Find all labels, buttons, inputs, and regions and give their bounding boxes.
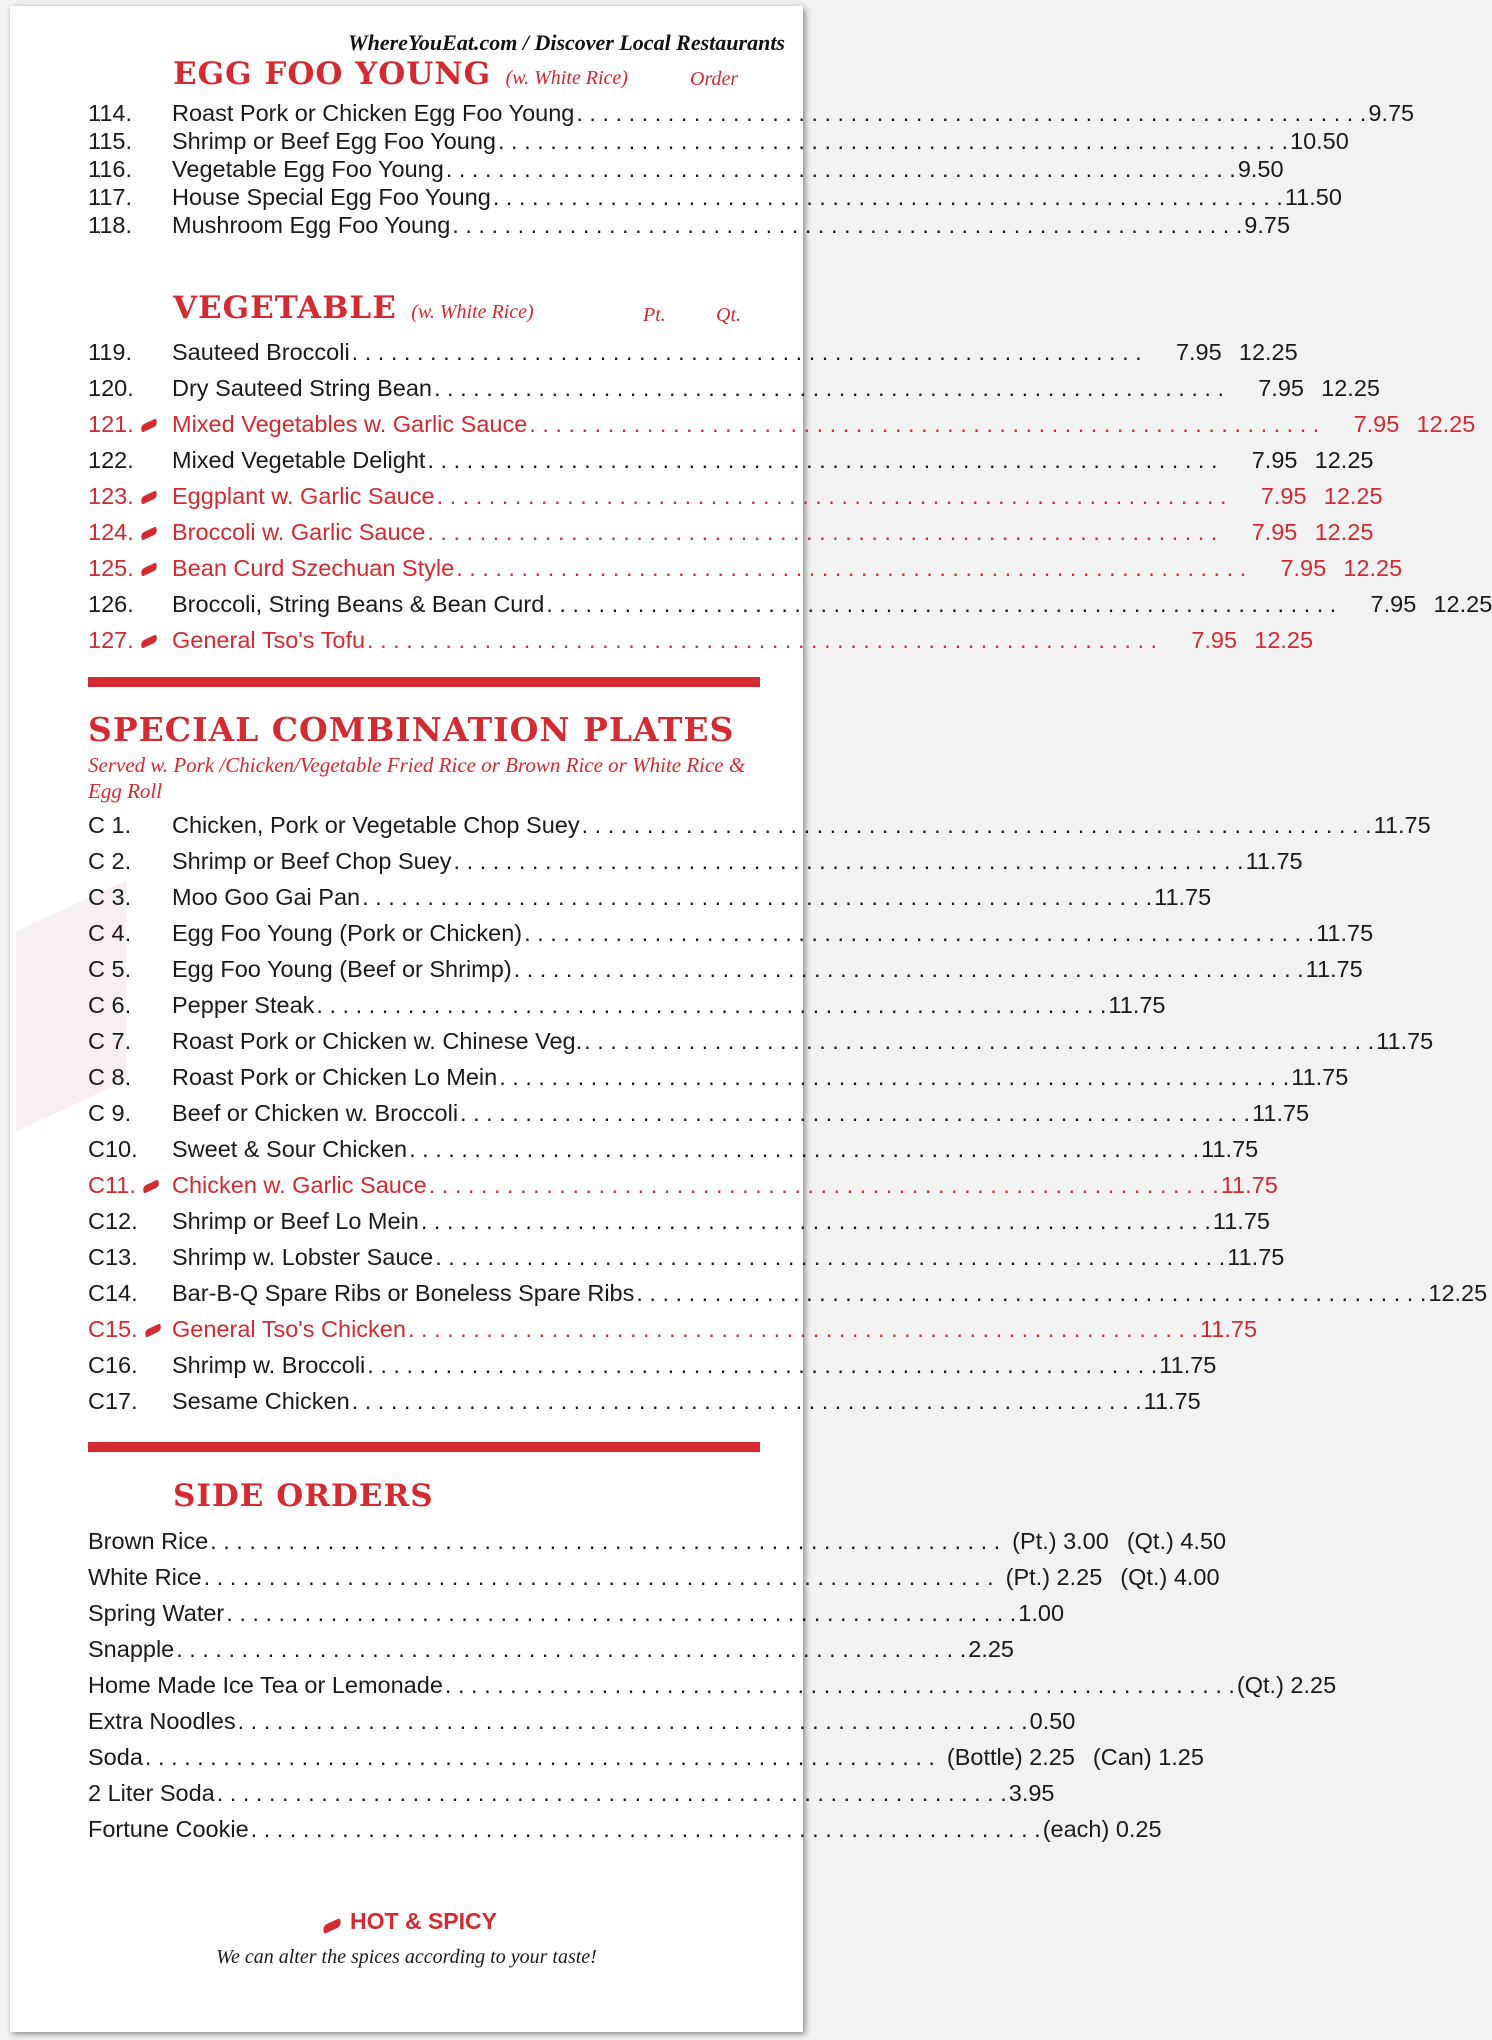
item-number-text: C 3. — [88, 883, 132, 910]
item-price: 9.75 — [1244, 212, 1291, 239]
menu-item-row — [88, 515, 1374, 549]
item-name: Broccoli w. Garlic Sauce — [172, 518, 426, 545]
leader-dots — [367, 627, 1157, 654]
item-price-pint: 7.95 — [1353, 410, 1400, 437]
menu-item-row — [88, 1132, 1259, 1166]
item-name: Brown Rice — [88, 1527, 209, 1554]
item-price-quart: 12.25 — [1416, 410, 1476, 437]
item-name: Beef or Chicken w. Broccoli — [172, 1099, 459, 1126]
pepper-icon — [143, 1323, 162, 1337]
leader-dots — [456, 555, 1246, 582]
item-price: 11.75 — [1159, 1351, 1217, 1378]
item-price: 3.95 — [1008, 1779, 1055, 1806]
item-number-text: 117. — [88, 184, 132, 211]
leader-dots — [576, 100, 1366, 127]
item-price-pint: 7.95 — [1280, 554, 1327, 581]
item-price-pint: 7.95 — [1260, 482, 1307, 509]
item-number — [88, 1208, 172, 1235]
item-name: House Special Egg Foo Young — [172, 184, 491, 211]
vegetable-qt-col: Qt. — [716, 304, 741, 326]
menu-item-row — [88, 1632, 1015, 1666]
item-price-pint: 7.95 — [1251, 518, 1298, 545]
item-number — [88, 591, 172, 618]
item-name: Dry Sauteed String Bean — [172, 374, 432, 401]
item-name: Shrimp w. Broccoli — [172, 1351, 366, 1378]
item-number-text: 114. — [88, 99, 132, 126]
combination-subtitle: Served w. Pork /Chicken/Vegetable Fried Rice or Brown Rice or White Rice & Egg Roll — [88, 753, 746, 803]
item-name: Sauteed Broccoli — [172, 338, 350, 365]
item-number-text: C11. — [88, 1171, 136, 1198]
item-number — [88, 956, 172, 983]
pepper-icon — [139, 562, 158, 576]
item-number — [88, 483, 172, 510]
item-number-text: 124. — [88, 518, 134, 545]
section-divider — [88, 677, 760, 687]
pepper-icon — [139, 634, 158, 648]
leader-dots — [204, 1564, 994, 1591]
item-price: (Qt.) 2.25 — [1236, 1671, 1337, 1698]
leader-dots — [529, 411, 1319, 438]
site-watermark: WhereYouEat.com / Discover Local Restaurants — [348, 30, 785, 55]
item-number-text: C 1. — [88, 811, 132, 838]
item-number — [88, 1244, 172, 1271]
menu-item-row — [88, 1668, 1337, 1702]
pepper-icon — [321, 1918, 343, 1934]
item-name: Home Made Ice Tea or Lemonade — [88, 1671, 443, 1698]
item-name: Sesame Chicken — [172, 1387, 350, 1414]
item-price-pint: 7.95 — [1175, 338, 1222, 365]
leader-dots — [421, 1208, 1211, 1235]
menu-item-row — [88, 880, 1212, 914]
item-price-quart: 12.25 — [1343, 554, 1403, 581]
menu-item-row — [88, 443, 1374, 477]
item-name: Extra Noodles — [88, 1707, 236, 1734]
leader-dots — [176, 1636, 966, 1663]
egg-foo-young-header — [173, 56, 628, 92]
item-number — [88, 1100, 172, 1127]
item-number-text: 120. — [88, 374, 134, 401]
leader-dots — [437, 483, 1227, 510]
menu-item-row — [88, 1812, 1162, 1846]
leader-dots — [499, 1064, 1289, 1091]
item-price-quart: 12.25 — [1433, 590, 1492, 617]
menu-item-row — [88, 407, 1476, 441]
item-name: Pepper Steak — [172, 991, 315, 1018]
pepper-icon — [141, 1179, 160, 1193]
item-name: Egg Foo Young (Beef or Shrimp) — [172, 955, 512, 982]
item-number-text: C 9. — [88, 1099, 132, 1126]
menu-item-row — [88, 1312, 1258, 1346]
item-price: (Qt.) 4.50 — [1126, 1527, 1227, 1554]
leader-dots — [445, 1672, 1235, 1699]
item-price: 9.50 — [1237, 155, 1284, 182]
item-name: Shrimp w. Lobster Sauce — [172, 1243, 434, 1270]
item-price: 11.50 — [1284, 184, 1342, 211]
leader-dots — [446, 156, 1236, 183]
item-price: 11.75 — [1199, 1315, 1258, 1342]
item-name: Spring Water — [88, 1599, 225, 1626]
leader-dots — [427, 519, 1217, 546]
item-name: Moo Goo Gai Pan — [172, 883, 361, 910]
item-price-quart: 12.25 — [1254, 626, 1314, 653]
leader-dots — [409, 1136, 1199, 1163]
item-number-text: C14. — [88, 1279, 138, 1306]
item-number-text: 116. — [88, 155, 132, 182]
item-name: General Tso's Tofu — [172, 626, 366, 653]
combination-title: SPECIAL COMBINATION PLATES — [88, 710, 735, 749]
item-number — [88, 411, 172, 438]
item-price-small: (Pt.) 3.00 — [1012, 1527, 1109, 1554]
item-number — [88, 184, 172, 211]
leader-dots — [582, 812, 1372, 839]
item-number — [88, 100, 172, 127]
leader-dots — [427, 447, 1217, 474]
item-price-quart: 12.25 — [1314, 446, 1374, 473]
menu-item-row — [88, 335, 1298, 369]
vegetable-note: (w. White Rice) — [411, 301, 534, 323]
item-price: 10.50 — [1290, 127, 1349, 154]
menu-item-row — [88, 1776, 1055, 1810]
menu-item-row — [88, 1596, 1065, 1630]
item-number-text: C 5. — [88, 955, 132, 982]
menu-item-row — [88, 1204, 1270, 1238]
item-price-pint: 7.95 — [1251, 446, 1298, 473]
leader-dots — [435, 1244, 1225, 1271]
menu-item-row — [88, 952, 1363, 986]
item-name: Bean Curd Szechuan Style — [172, 554, 455, 581]
vegetable-title: VEGETABLE — [173, 290, 397, 326]
item-price: 11.75 — [1143, 1387, 1201, 1414]
leader-dots — [226, 1600, 1016, 1627]
menu-item-row — [88, 1096, 1310, 1130]
item-number — [88, 212, 172, 239]
item-number-text: C16. — [88, 1351, 138, 1378]
egg-foo-young-note: (w. White Rice) — [505, 67, 628, 89]
item-price: 11.75 — [1316, 919, 1374, 946]
item-price-quart: 12.25 — [1314, 518, 1374, 545]
leader-dots — [434, 375, 1224, 402]
leader-dots — [352, 339, 1142, 366]
item-price: 11.75 — [1245, 847, 1303, 874]
item-number — [88, 128, 172, 155]
item-price-quart: 12.25 — [1321, 374, 1380, 401]
item-price: 1.00 — [1018, 1599, 1065, 1626]
item-number — [88, 812, 172, 839]
vegetable-header — [173, 290, 534, 326]
item-price-small: (Bottle) 2.25 — [946, 1743, 1075, 1770]
menu-item-row — [88, 623, 1314, 657]
leader-dots — [210, 1528, 1000, 1555]
item-price-quart: 12.25 — [1323, 482, 1383, 509]
item-number-text: C17. — [88, 1387, 138, 1414]
item-number — [88, 519, 172, 546]
section-divider — [88, 1442, 760, 1452]
item-number-text: C13. — [88, 1243, 138, 1270]
leader-dots — [367, 1352, 1157, 1379]
side-orders-title: SIDE ORDERS — [173, 1478, 434, 1514]
item-number — [88, 1316, 172, 1343]
item-price-quart: 12.25 — [1238, 338, 1298, 365]
item-price-pint: 7.95 — [1258, 374, 1304, 401]
item-name: Roast Pork or Chicken Lo Mein — [172, 1063, 498, 1090]
item-number-text: C 4. — [88, 919, 132, 946]
item-number — [88, 156, 172, 183]
side-orders-header — [173, 1478, 434, 1514]
item-number — [88, 447, 172, 474]
leader-dots — [352, 1388, 1142, 1415]
item-number-text: 126. — [88, 590, 134, 617]
leader-dots — [238, 1708, 1028, 1735]
item-number-text: 125. — [88, 554, 134, 581]
leader-dots — [546, 591, 1336, 618]
menu-item-row — [88, 551, 1403, 585]
leader-dots — [460, 1100, 1250, 1127]
vegetable-pt-col: Pt. — [643, 304, 666, 326]
menu-item-row — [88, 1348, 1217, 1382]
item-price: 11.75 — [1373, 811, 1431, 838]
item-price-pint: 7.95 — [1370, 590, 1417, 617]
item-price-small: (Pt.) 2.25 — [1005, 1563, 1103, 1590]
item-number — [88, 375, 172, 402]
item-number — [88, 920, 172, 947]
item-price: 0.50 — [1029, 1707, 1076, 1734]
menu-item-row — [88, 1276, 1488, 1310]
menu-item-row — [88, 1024, 1434, 1058]
menu-item-row — [88, 1560, 1220, 1594]
item-number — [88, 1064, 172, 1091]
item-number-text: 118. — [88, 212, 132, 239]
combination-header — [88, 710, 734, 749]
menu-item-row — [88, 479, 1383, 513]
item-price: 11.75 — [1220, 1171, 1278, 1198]
item-name: Sweet & Sour Chicken — [172, 1135, 408, 1162]
item-price: 11.75 — [1291, 1063, 1349, 1090]
pepper-icon — [139, 526, 158, 540]
item-price: 11.75 — [1305, 955, 1363, 982]
item-price: 9.75 — [1368, 99, 1415, 126]
item-price: 11.75 — [1376, 1027, 1434, 1054]
item-name: Egg Foo Young (Pork or Chicken) — [172, 919, 523, 946]
item-name: Mixed Vegetable Delight — [172, 446, 426, 473]
item-price: (each) 0.25 — [1042, 1815, 1162, 1842]
item-name: Shrimp or Beef Chop Suey — [172, 847, 452, 874]
menu-item-row — [88, 1524, 1227, 1558]
item-number — [88, 1388, 172, 1415]
leader-dots — [498, 128, 1288, 155]
item-price: 11.75 — [1212, 1207, 1270, 1234]
item-name: Mixed Vegetables w. Garlic Sauce — [172, 410, 528, 437]
leader-dots — [454, 848, 1244, 875]
menu-item-row — [88, 988, 1166, 1022]
menu-item-row — [88, 1384, 1201, 1418]
hot-spicy-label: HOT & SPICY — [350, 1908, 497, 1934]
item-number — [88, 1352, 172, 1379]
menu-item-row — [88, 844, 1303, 878]
menu-page — [10, 6, 1492, 2032]
leader-dots — [429, 1172, 1219, 1199]
item-price: 11.75 — [1201, 1135, 1259, 1162]
item-number-text: C 8. — [88, 1063, 132, 1090]
item-price: (Can) 1.25 — [1092, 1743, 1204, 1770]
spice-note: We can alter the spices according to your taste! — [216, 1946, 597, 1968]
item-name: 2 Liter Soda — [88, 1779, 215, 1806]
item-price: 2.25 — [968, 1635, 1015, 1662]
menu-item-row — [88, 1060, 1349, 1094]
item-name: Shrimp or Beef Egg Foo Young — [172, 127, 496, 154]
item-number-text: 122. — [88, 446, 134, 473]
egg-foo-young-order-col: Order — [690, 68, 739, 90]
item-name: Shrimp or Beef Lo Mein — [172, 1207, 419, 1234]
pepper-icon — [139, 418, 158, 432]
item-number-text: 119. — [88, 338, 132, 365]
item-name: Broccoli, String Beans & Bean Curd — [172, 590, 545, 617]
item-price: 11.75 — [1154, 883, 1212, 910]
leader-dots — [408, 1316, 1198, 1343]
item-number — [88, 848, 172, 875]
item-number-text: C 7. — [88, 1027, 132, 1054]
item-number — [88, 1028, 172, 1055]
item-number-text: 121. — [88, 410, 134, 437]
item-name: General Tso's Chicken — [172, 1315, 406, 1342]
item-name: Mushroom Egg Foo Young — [172, 212, 451, 239]
menu-item-row — [88, 1740, 1204, 1774]
menu-item-row — [88, 1240, 1285, 1274]
item-number-text: 123. — [88, 482, 134, 509]
menu-item-row — [88, 808, 1431, 842]
leader-dots — [251, 1816, 1041, 1843]
leader-dots — [452, 212, 1242, 239]
item-number — [88, 1280, 172, 1307]
item-name: Roast Pork or Chicken w. Chinese Veg. — [172, 1027, 583, 1054]
item-number — [88, 339, 172, 366]
leader-dots — [493, 184, 1283, 211]
item-name: Chicken, Pork or Vegetable Chop Suey — [172, 811, 580, 838]
leader-dots — [145, 1744, 935, 1771]
menu-item-row — [88, 371, 1380, 405]
item-name: Eggplant w. Garlic Sauce — [172, 482, 435, 509]
leader-dots — [584, 1028, 1374, 1055]
menu-item-row — [88, 587, 1492, 621]
item-number — [88, 627, 172, 654]
item-number-text: C 6. — [88, 991, 132, 1018]
item-price: 12.25 — [1428, 1279, 1488, 1306]
leader-dots — [524, 920, 1314, 947]
item-name: Chicken w. Garlic Sauce — [172, 1171, 427, 1198]
item-number — [88, 992, 172, 1019]
pepper-icon — [139, 490, 158, 504]
menu-item-row — [88, 209, 1291, 243]
menu-item-row — [88, 916, 1374, 950]
item-number-text: C10. — [88, 1135, 138, 1162]
item-price: 11.75 — [1227, 1243, 1285, 1270]
leader-dots — [362, 884, 1152, 911]
item-number-text: C12. — [88, 1207, 138, 1234]
item-number — [88, 884, 172, 911]
item-number — [88, 1172, 172, 1199]
item-price: 11.75 — [1252, 1099, 1310, 1126]
item-name: Roast Pork or Chicken Egg Foo Young — [172, 99, 575, 126]
leader-dots — [636, 1280, 1426, 1307]
leader-dots — [316, 992, 1106, 1019]
item-number-text: C15. — [88, 1315, 138, 1342]
item-name: Soda — [88, 1743, 143, 1770]
item-number — [88, 555, 172, 582]
egg-foo-young-title: EGG FOO YOUNG — [173, 56, 492, 92]
leader-dots — [217, 1780, 1007, 1807]
item-name: White Rice — [88, 1563, 202, 1590]
leader-dots — [514, 956, 1304, 983]
hot-spicy-legend — [10, 1908, 803, 1935]
item-price-pint: 7.95 — [1191, 626, 1238, 653]
item-number-text: C 2. — [88, 847, 132, 874]
menu-item-row — [88, 1168, 1278, 1202]
item-name: Snapple — [88, 1635, 175, 1662]
item-name: Bar-B-Q Spare Ribs or Boneless Spare Ribs — [172, 1279, 635, 1306]
item-price: (Qt.) 4.00 — [1120, 1563, 1220, 1590]
item-name: Fortune Cookie — [88, 1815, 249, 1842]
item-number-text: 115. — [88, 127, 132, 154]
item-number — [88, 1136, 172, 1163]
item-price: 11.75 — [1108, 991, 1166, 1018]
item-number-text: 127. — [88, 626, 134, 653]
item-name: Vegetable Egg Foo Young — [172, 155, 444, 182]
menu-item-row — [88, 1704, 1076, 1738]
